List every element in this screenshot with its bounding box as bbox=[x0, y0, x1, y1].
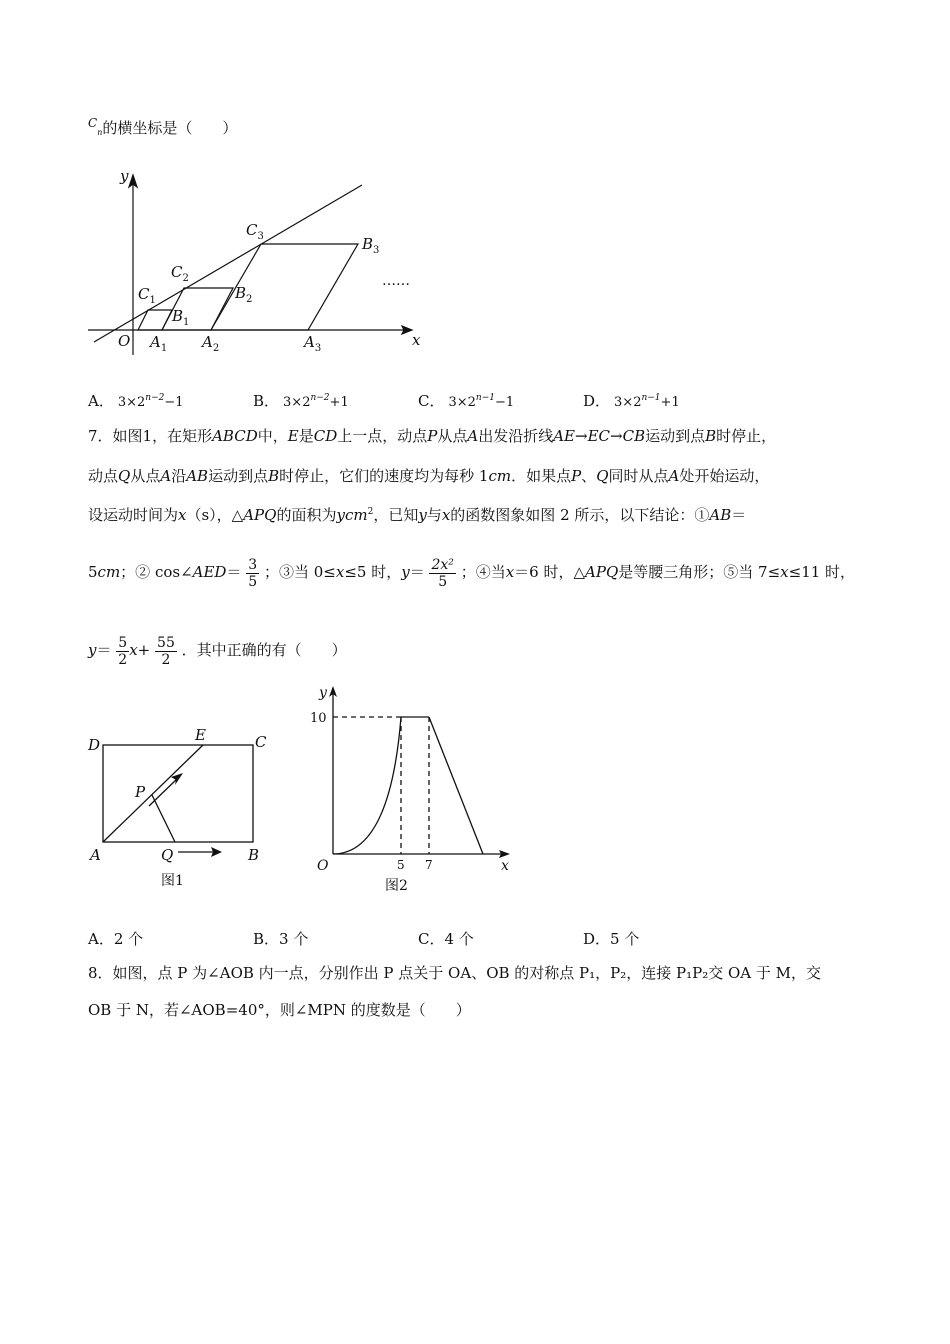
q6-option-b[interactable] bbox=[253, 390, 349, 411]
q6-option-a-exp: n−2 bbox=[145, 393, 165, 403]
label-o: O bbox=[118, 332, 131, 350]
q6-option-c-letter: C． bbox=[418, 392, 445, 410]
label-c2: $C_2$ bbox=[171, 263, 189, 284]
q6-option-a-base: 3×2 bbox=[117, 395, 146, 410]
q6-option-d[interactable] bbox=[583, 390, 680, 411]
label-a1: $A_1$ bbox=[150, 333, 168, 354]
x-axis-arrow bbox=[402, 326, 412, 334]
q6-option-b-tail: +1 bbox=[329, 395, 349, 410]
fraction-55-2: $\frac{55}{2}$ bbox=[157, 634, 175, 668]
cn-symbol: C bbox=[88, 116, 98, 130]
label-x: x bbox=[412, 331, 421, 349]
label-b1: $B_1$ bbox=[172, 307, 190, 328]
q7-option-a[interactable]: A．2 个 bbox=[88, 930, 144, 948]
label-y: y bbox=[319, 685, 327, 701]
q6-option-d-base: 3×2 bbox=[614, 395, 642, 410]
q6-option-c-tail: −1 bbox=[495, 395, 515, 410]
q6-option-d-tail: +1 bbox=[660, 395, 680, 410]
caption-fig2: 图2 bbox=[385, 878, 408, 894]
label-five: 5 bbox=[397, 858, 405, 872]
q6-option-a[interactable] bbox=[88, 390, 184, 411]
caption-fig1: 图1 bbox=[161, 873, 184, 889]
q6-option-b-exp: n−2 bbox=[310, 393, 330, 403]
label-b2: $B_2$ bbox=[235, 284, 253, 305]
segment-ae bbox=[103, 745, 203, 842]
q6-prompt bbox=[88, 118, 237, 145]
q6-option-d-exp: n−1 bbox=[641, 393, 661, 403]
q7-figure-1 bbox=[85, 725, 285, 895]
label-dots: …… bbox=[382, 273, 410, 289]
label-p: P bbox=[135, 783, 146, 801]
q7-figure-2 bbox=[305, 680, 520, 900]
label-x: x bbox=[501, 858, 509, 874]
label-q: Q bbox=[161, 846, 174, 864]
q6-option-a-letter: A． bbox=[88, 392, 114, 410]
label-e: E bbox=[195, 726, 206, 744]
label-b: B bbox=[248, 846, 260, 864]
fraction-5-2: $\frac{5}{2}$ bbox=[118, 634, 128, 668]
q6-option-b-base: 3×2 bbox=[283, 395, 311, 410]
label-ten: 10 bbox=[310, 711, 327, 726]
q6-option-c[interactable] bbox=[418, 390, 514, 411]
q7-line-1: 7．如图1，在矩形ABCD中，E是CD上一点，动点P从点A出发沿折线AE→EC→CB运动到点B时停止， bbox=[88, 427, 777, 445]
label-c1: $C_1$ bbox=[138, 285, 156, 306]
q7-line-3: 设运动时间为x（s），△APQ的面积为ycm$^2$，已知y与x的函数图象如图 2 所示，以下结论：①AB＝ bbox=[88, 506, 747, 524]
q6-option-a-tail: −1 bbox=[164, 395, 184, 410]
q7-option-b[interactable]: B．3 个 bbox=[253, 930, 309, 948]
q7-line-5: y＝ $\frac{5}{2}$ x+ $\frac{55}{2}$ ．其中正确的有（ ） bbox=[88, 634, 347, 668]
q6-option-c-exp: n−1 bbox=[475, 393, 495, 403]
label-a3: $A_3$ bbox=[304, 333, 322, 354]
label-b3: $B_3$ bbox=[362, 235, 380, 256]
label-d: D bbox=[88, 736, 101, 754]
rectangle-abcd bbox=[103, 745, 253, 842]
q8-line-1: 8．如图，点 P 为∠AOB 内一点，分别作出 P 点关于 OA、OB 的对称点 P₁，P₂，连接 P₁P₂交 OA 于 M，交 bbox=[88, 964, 822, 982]
q7-option-c[interactable]: C．4 个 bbox=[418, 930, 474, 948]
fraction-3-5: $\frac{3}{5}$ bbox=[248, 556, 258, 590]
q8-line-2: OB 于 N，若∠AOB=40°，则∠MPN 的度数是（ ） bbox=[88, 1001, 471, 1019]
q6-option-d-letter: D． bbox=[583, 392, 611, 410]
q6-prompt-text: 的横坐标是（ ） bbox=[102, 119, 238, 137]
q7-line-2: 动点Q从点A沿AB运动到点B时停止，它们的速度均为每秒 1cm．如果点P、Q同时从点A处开始运动， bbox=[88, 467, 770, 485]
cn-subscript: n bbox=[97, 128, 103, 137]
segment-pq bbox=[152, 795, 175, 842]
q7-option-d[interactable]: D．5 个 bbox=[583, 930, 640, 948]
q6-option-c-base: 3×2 bbox=[448, 395, 476, 410]
fraction-2x2-5: $\frac{\text{2x²}}{5}$ bbox=[431, 556, 454, 590]
label-c: C bbox=[255, 733, 267, 751]
segment-descend bbox=[429, 717, 483, 854]
label-o: O bbox=[317, 858, 329, 874]
sloped-line bbox=[94, 185, 362, 342]
q7-line-4: 5cm；② cos∠AED＝ $\frac{3}{5}$ ；③当 0≤x≤5 时，y＝ $\frac{\text{2x²}}{5}$ ；④当x＝6 时，△APQ是等腰三角形；⑤当 7≤x≤11 时， bbox=[88, 556, 856, 590]
label-a2: $A_2$ bbox=[202, 333, 220, 354]
label-y: y bbox=[120, 167, 129, 185]
label-a: A bbox=[90, 846, 101, 864]
label-c3: $C_3$ bbox=[246, 221, 264, 242]
q6-figure bbox=[80, 165, 430, 365]
q6-option-b-letter: B． bbox=[253, 392, 280, 410]
arrow-p bbox=[149, 777, 179, 806]
label-seven: 7 bbox=[425, 858, 433, 872]
curve-parabola bbox=[333, 717, 401, 854]
parallelogram-3 bbox=[211, 244, 358, 330]
